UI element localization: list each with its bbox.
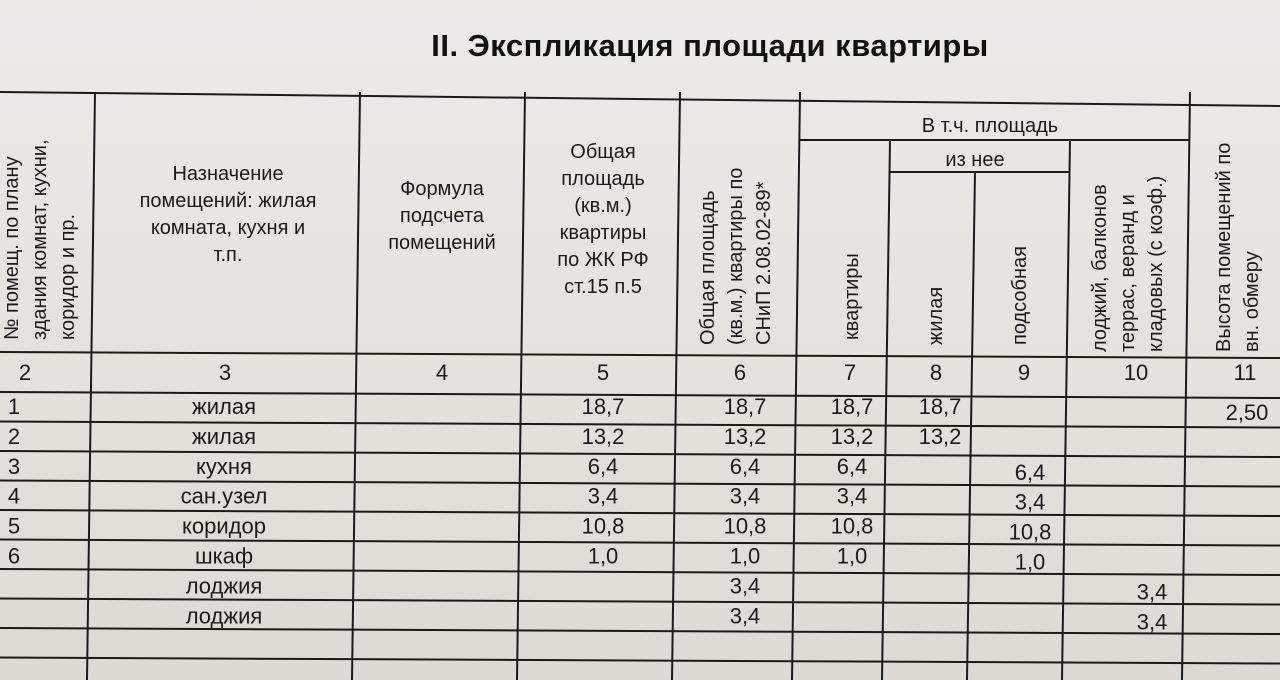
table-cell-area_snip: 1,0 — [729, 543, 761, 569]
page-title: II. Экспликация площади квартиры — [431, 28, 989, 63]
table-cell-podsobnaya: 3,4 — [1014, 489, 1046, 515]
header-col3-line: помещений: жилая — [139, 190, 317, 212]
table-cell-num: 2 — [7, 423, 21, 449]
header-bottom-line — [0, 352, 1280, 358]
column-number: 6 — [733, 360, 747, 385]
header-col1-line: № помещ. по плану — [1, 156, 23, 340]
table-cell-zhilaya: 13,2 — [918, 423, 962, 449]
table-cell-kvartiry: 10,8 — [830, 513, 874, 539]
header-col6-line: СНиП 2.08.02-89* — [753, 181, 775, 345]
table-cell-area_zhk: 6,4 — [587, 453, 619, 479]
table-cell-zhilaya: 18,7 — [918, 394, 962, 419]
table-cell-area_snip: 6,4 — [729, 453, 761, 479]
table-cell-podsobnaya: 6,4 — [1014, 459, 1046, 485]
header-col4-line: Формула — [400, 178, 484, 200]
header-col3-line: т.п. — [213, 244, 243, 266]
header-col3-line: комната, кухня и — [150, 217, 306, 239]
table-cell-name: кухня — [196, 453, 252, 479]
column-line — [1182, 92, 1190, 680]
column-line — [517, 92, 525, 680]
table-cell-height: 2,50 — [1225, 400, 1269, 425]
row-line — [0, 628, 1280, 634]
column-number: 9 — [1017, 360, 1031, 385]
column-line — [792, 92, 800, 680]
table-cell-area_snip: 18,7 — [723, 394, 767, 419]
column-line — [352, 92, 360, 680]
table-cell-name: жилая — [192, 423, 256, 449]
table-cell-kvartiry: 1,0 — [836, 543, 868, 569]
table-cell-name: лоджия — [185, 603, 263, 629]
header-col4-line: подсчета — [400, 205, 484, 227]
header-col8-label: жилая — [925, 286, 947, 345]
header-col9-label: подсобная — [1009, 246, 1031, 345]
table-cell-area_snip: 3,4 — [729, 573, 761, 599]
table-cell-num: 4 — [7, 483, 21, 509]
column-number: 7 — [843, 360, 857, 385]
table-cell-name: лоджия — [185, 573, 263, 599]
column-line — [87, 92, 95, 680]
table-cell-name: сан.узел — [180, 483, 268, 509]
header-col6-line: Общая площадь — [697, 190, 719, 345]
header-col1-line: коридор и пр. — [57, 213, 79, 340]
header-col1-line: здания комнат, кухни, — [29, 139, 51, 340]
table-cell-name: жилая — [192, 394, 256, 419]
table-cell-area_snip: 13,2 — [723, 423, 767, 449]
header-col3-line: Назначение — [172, 163, 284, 185]
table-cell-lodzhii: 3,4 — [1136, 579, 1168, 605]
column-number: 11 — [1233, 360, 1257, 385]
column-line — [672, 92, 680, 680]
header-col7-label: квартиры — [841, 253, 863, 340]
header-col6-line: (кв.м.) квартиры по — [725, 167, 747, 345]
table-cell-kvartiry: 13,2 — [830, 423, 874, 449]
header-col11-line: вн. обмеру — [1241, 251, 1263, 352]
table-cell-name: коридор — [182, 513, 266, 539]
header-col5-line: Общая — [570, 141, 636, 163]
header-col10-line: кладовых (с коэф.) — [1145, 175, 1167, 352]
table-cell-area_zhk: 1,0 — [587, 543, 619, 569]
header-col5-line: площадь — [561, 168, 645, 190]
table-cell-num: 5 — [7, 513, 21, 539]
column-line — [1062, 140, 1070, 680]
header-subgroup-label: из нее — [945, 149, 1005, 171]
row-line — [0, 658, 1280, 664]
table-cell-kvartiry: 6,4 — [836, 453, 868, 479]
header-col4-line: помещений — [388, 232, 496, 254]
table-cell-name: шкаф — [194, 543, 254, 569]
header-col5-line: ст.15 п.5 — [564, 276, 642, 298]
table-cell-area_snip: 3,4 — [729, 483, 761, 509]
header-col10-line: лоджий, балконов — [1089, 184, 1111, 352]
table-cell-kvartiry: 18,7 — [830, 394, 874, 419]
table-cell-area_snip: 3,4 — [729, 603, 761, 629]
column-number: 5 — [596, 360, 610, 385]
row-line — [0, 540, 1280, 546]
header-col5-line: по ЖК РФ — [557, 249, 649, 271]
header-group-label: В т.ч. площадь — [921, 115, 1059, 137]
table-cell-area_zhk: 18,7 — [581, 394, 625, 419]
header-col5-line: квартиры — [559, 222, 647, 244]
column-number: 10 — [1123, 360, 1149, 385]
table-cell-podsobnaya: 10,8 — [1008, 519, 1052, 545]
column-number: 3 — [218, 360, 232, 385]
table-cell-lodzhii: 3,4 — [1136, 609, 1168, 635]
table-cell-podsobnaya: 1,0 — [1014, 549, 1046, 575]
column-line — [882, 140, 890, 680]
column-number: 8 — [929, 360, 943, 385]
table-cell-area_snip: 10,8 — [723, 513, 767, 539]
table-cell-num: 1 — [7, 394, 21, 419]
table-cell-num: 6 — [7, 543, 21, 569]
table-top-line — [0, 92, 1280, 106]
table-cell-area_zhk: 13,2 — [581, 423, 625, 449]
table-cell-area_zhk: 3,4 — [587, 483, 619, 509]
column-number: 4 — [435, 360, 449, 385]
table-cell-kvartiry: 3,4 — [836, 483, 868, 509]
table-cell-area_zhk: 10,8 — [581, 513, 625, 539]
header-col10-line: террас, веранд и — [1117, 194, 1139, 352]
table-cell-num: 3 — [7, 453, 21, 479]
column-number: 2 — [18, 360, 32, 385]
header-col5-line: (кв.м.) — [574, 195, 632, 217]
row-line — [0, 451, 1280, 457]
header-col11-line: Высота помещений по — [1213, 142, 1235, 352]
